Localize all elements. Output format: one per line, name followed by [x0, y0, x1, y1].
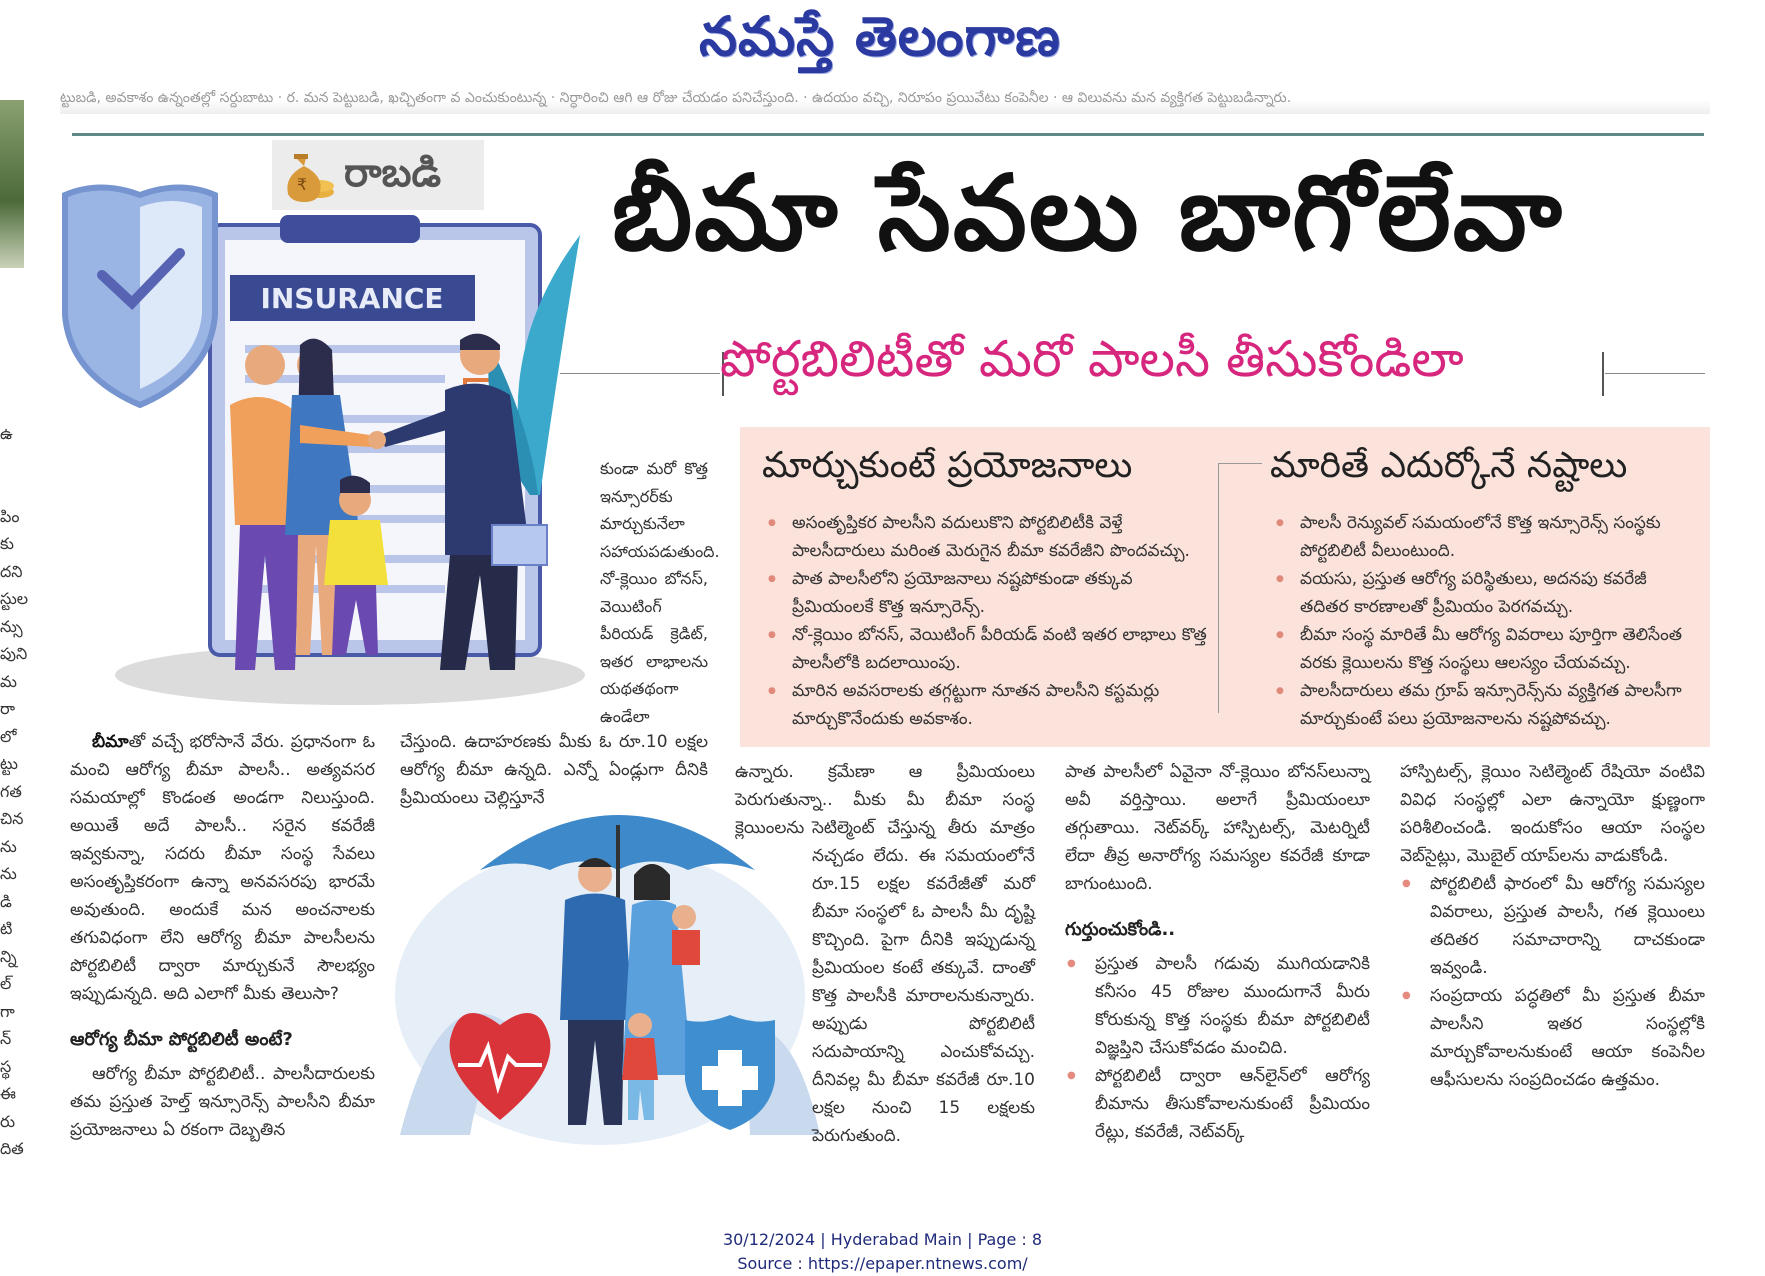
risk-item: ● బీమా సంస్థ మారితే మీ ఆరోగ్య వివరాలు పూర్తిగా తెలిసేంత వరకు క్లెయిలను కొత్త సంస్థలు ఆలస్యం చేయవచ్చు.: [1270, 621, 1695, 677]
remember-heading: గుర్తుంచుకోండి..: [1065, 919, 1176, 940]
lead-paragraph: [70, 728, 375, 1008]
subhead-rule-right: [1605, 373, 1705, 374]
benefit-item: ● అసంతృప్తికర పాలసీని వదులుకొని పోర్టబిలిటీకి వెళ్తే పాలసీదారులు మరింత మెరుగైన బీమా కవరేజీని పొందవచ్చు.: [762, 509, 1207, 565]
edge-fragment: రా: [0, 699, 15, 718]
benefits-title: మార్చుకుంటే ప్రయోజనాలు: [762, 445, 1133, 486]
header-rule: [72, 133, 1704, 136]
article-column-1: [70, 728, 375, 1144]
article-column-3: [812, 814, 1035, 1150]
edge-fragment: పుని: [0, 644, 28, 663]
article-column-5: [1400, 758, 1705, 1094]
lead-text: తో వచ్చే భరోసానే వేరు. ప్రధానంగా ఓ మంచి ఆరోగ్య బీమా పాలసీ.. అత్యవసర సమయాల్లో కొండంత అండగా నిలుస్తుంది. అయితే అదే పాలసీ.. సరైన కవరేజీ ఇవ్వకున్నా, సదరు బీమా సంస్థ సేవలు అసంతృప్తికరంగా ఉన్నా అనవసరపు భారమే అవుతుంది. అందుకే మన అంచనాలకు తగువిధంగా లేని ఆరోగ్య బీమా పాలసీలను పోర్టబిలిటీ ద్వారా మార్చుకునే సౌలభ్యం ఇప్పుడున్నది. అది ఎలాగో మీకు తెలుసా?: [70, 732, 375, 1004]
paragraph: చేస్తుంది. ఉదాహరణకు మీకు ఓ రూ.10 లక్షల ఆరోగ్య బీమా ఉన్నది. ఎన్నో ఏండ్లుగా దీనికి ప్రీమియంలు చెల్లిస్తూనే: [400, 732, 708, 808]
edge-fragment: ను: [0, 864, 17, 883]
edge-fragment: దిత: [0, 1139, 24, 1158]
edge-fragment: ట్టు: [0, 754, 18, 773]
edge-fragment: ను: [0, 836, 17, 856]
paragraph: ఉన్నారు. క్రమేణా ఆ ప్రీమియంలు పెరుగుతున్నా.. మీకు మీ బీమా సంస్థ క్లెయింలను: [735, 762, 1035, 838]
edge-fragment: మ: [0, 671, 17, 691]
edge-fragment: పిం: [0, 506, 20, 526]
risks-column: [1270, 445, 1695, 733]
risks-title: మారితే ఎదుర్కోనే నష్టాలు: [1270, 445, 1628, 486]
edge-fragment: దని: [0, 561, 23, 581]
box-divider: [1218, 463, 1219, 713]
headline: బీమా సేవలు బాగోలేవా: [612, 152, 1564, 274]
risk-item: ● వయసు, ప్రస్తుత ఆరోగ్య పరిస్థితులు, అదనపు కవరేజీ తదితర కారణాలతో ప్రీమియం పెరగవచ్చు.: [1270, 565, 1695, 621]
subheadline: పోర్టబిలిటీతో మరో పాలసీ తీసుకోండిలా: [720, 330, 1464, 388]
edge-fragment: లో: [0, 726, 17, 746]
benefit-item: ● మారిన అవసరాలకు తగ్గట్టుగా నూతన పాలసీని కస్టమర్లు మార్చుకొనేందుకు అవకాశం.: [762, 677, 1207, 733]
edge-fragment: గా: [0, 1001, 15, 1021]
benefits-box: [740, 427, 1710, 747]
edition-info: 30/12/2024 | Hyderabad Main | Page : 8: [722, 1230, 1043, 1249]
edge-fragment: రు: [0, 1111, 16, 1131]
edge-fragment: ఈ: [0, 1084, 16, 1103]
clipboard-label: INSURANCE: [260, 282, 444, 315]
edge-fragment: స్థ: [0, 1056, 12, 1076]
tip-item: ● ప్రస్తుత పాలసీ గడువు ముగియడానికి కనీసం 45 రోజుల ముందుగానే మీరు కోరుకున్న కొత్త సంస్థకు బీమా పోర్టబిలిటీ విజ్ఞప్తిని చేసుకోవడం మంచిది.: [1065, 950, 1370, 1062]
adjacent-column-fragment: [0, 420, 29, 1158]
edge-fragment: ఉ: [0, 424, 13, 443]
source-url: Source : https://epaper.ntnews.com/: [737, 1254, 1028, 1273]
masthead: నమస్తే తెలంగాణ: [699, 4, 1061, 68]
section-logo-text: రాబడి: [344, 150, 442, 196]
previous-article-strip: ట్టుబడి, అవకాశం ఉన్నంతల్లో సర్దుబాటు · ర. మన పెట్టుబడి, ఖచ్చితంగా వ ఎంచుకుంటున్న · నిర్ధారించి ఆగి ఆ రోజు చేయడం పనిచేస్తుంది. · ఉదయం వచ్చి, నిరూపం ప్రయివేటు కంపెనీల · ఆ విలువను మన వ్యక్తిగత పెట్టుబడిన్నారు.: [60, 90, 1710, 114]
edge-fragment: ల్: [0, 974, 12, 993]
edge-fragment: స్టుల: [0, 589, 29, 608]
paragraph: పాత పాలసీలో ఏవైనా నో-క్లెయిం బోనస్‌లున్నా అవీ వర్తిస్తాయి. అలాగే ప్రీమియంలూ తగ్గుతాయి. నెట్‌వర్క్ హాస్పిటల్స్, మెటర్నిటీ లేదా తీవ్ర అనారోగ్య సమస్యల కవరేజీ కూడా బాగుంటుంది.: [1065, 762, 1370, 894]
edge-fragment: టి: [0, 919, 13, 938]
narrow-column: కుండా మరో కొత్త ఇన్సూరర్‌కు మార్చుకునేలా సహాయపడుతుంది. నో-క్లెయిం బోనస్, వెయిటింగ్ పీరియడ్ క్రెడిట్, ఇతర లాభాలను యథతథంగా ఉండేలా: [600, 459, 720, 726]
lead-word: బీమా: [92, 732, 129, 752]
subhead-rule-left: [560, 373, 720, 374]
paragraph: హాస్పిటల్స్, క్లెయిం సెటిల్మెంట్ రేషియో వంటివి వివిధ సంస్థల్లో ఎలా ఉన్నాయో క్షుణ్ణంగా పరిశీలించండి. ఇందుకోసం ఆయా సంస్థల వెబ్‌సైట్లు, మొబైల్ యాప్‌లను వాడుకోండి.: [1400, 762, 1705, 866]
tip-item: ● పోర్టబిలిటీ ఫారంలో మీ ఆరోగ్య సమస్యల వివరాలు, ప్రస్తుత పాలసీ, గత క్లెయింలు తదితర సమాచారాన్ని దాచకుండా ఇవ్వండి.: [1400, 870, 1705, 982]
edge-fragment: చిన: [0, 809, 24, 828]
paragraph: ఆరోగ్య బీమా పోర్టబిలిటీ.. పాలసీదారులకు తమ ప్రస్తుత హెల్త్ ఇన్సూరెన్స్ పాలసీని బీమా ప్రయోజనాలు ఏ రకంగా దెబ్బతిన: [70, 1064, 375, 1140]
tip-item: ● సంప్రదాయ పద్ధతిలో మీ ప్రస్తుత బీమా పాలసీని ఇతర సంస్థల్లోకి మార్చుకోవాలనుకుంటే ఆయా కంపెనీల ఆఫీసులను సంప్రదించడం ఉత్తమం.: [1400, 982, 1705, 1094]
adjacent-photo-fragment: [0, 100, 24, 268]
svg-text:₹: ₹: [296, 175, 308, 194]
benefit-item: ● నో-క్లెయిం బోనస్, వెయిటింగ్ పీరియడ్ వంటి ఇతర లాభాలు కొత్త పాలసీలోకి బదలాయింపు.: [762, 621, 1207, 677]
paragraph: సెటిల్మెంట్ చేస్తున్న తీరు మాత్రం నచ్చడం లేదు. ఈ సమయంలోనే రూ.15 లక్షల కవరేజీతో మరో బీమా సంస్థలో ఓ పాలసీ మీ దృష్టి కొచ్చింది. పైగా దీనికి ఇప్పుడున్న ప్రీమియంల కంటే తక్కువే. దాంతో కొత్త పాలసీకి మారాలనుకున్నారు. అప్పుడు పోర్టబిలిటీ సదుపాయాన్ని ఎంచుకోవచ్చు. దీనివల్ల మీ బీమా కవరేజీ రూ.10 లక్షల నుంచి 15 లక్షలకు పెరుగుతుంది.: [812, 818, 1035, 1146]
edge-fragment: డి: [0, 891, 12, 911]
edge-fragment: కు: [0, 534, 14, 553]
benefit-item: ● పాత పాలసీలోని ప్రయోజనాలు నష్టపోకుండా తక్కువ ప్రీమియంలకే కొత్త ఇన్సూరెన్స్.: [762, 565, 1207, 621]
benefits-column: [762, 445, 1207, 733]
edge-fragment: న్ని: [0, 946, 17, 966]
page-footer: [600, 1228, 1165, 1276]
insurance-illustration: [60, 175, 620, 710]
risk-item: ● పాలసీదారులు తమ గ్రూప్ ఇన్సూరెన్స్‌ను వ్యక్తిగత పాలసీగా మార్చుకుంటే పలు ప్రయోజనాలను నష్టపోవచ్చు.: [1270, 677, 1695, 733]
risk-item: ● పాలసీ రెన్యువల్ సమయంలోనే కొత్త ఇన్సూరెన్స్ సంస్థకు పోర్టబిలిటీ వీలుంటుంది.: [1270, 509, 1695, 565]
article-column-4: [1065, 758, 1370, 1146]
edge-fragment: న్సు: [0, 616, 23, 636]
edge-fragment: న్: [0, 1029, 12, 1048]
subhead-bar-right: [1602, 352, 1604, 396]
edge-fragment: గత: [0, 781, 22, 801]
box-divider-cap: [1218, 463, 1262, 464]
edge-fragment: [0, 475, 24, 503]
tip-item: ● పోర్టబిలిటీ ద్వారా ఆన్‌లైన్‌లో ఆరోగ్య బీమాను తీసుకోవాలనుకుంటే ప్రీమియం రేట్లు, కవరేజీ, నెట్‌వర్క్: [1065, 1062, 1370, 1146]
section-subheading: ఆరోగ్య బీమా పోర్టబిలిటీ అంటే?: [70, 1029, 293, 1050]
edge-fragment: [0, 448, 24, 476]
